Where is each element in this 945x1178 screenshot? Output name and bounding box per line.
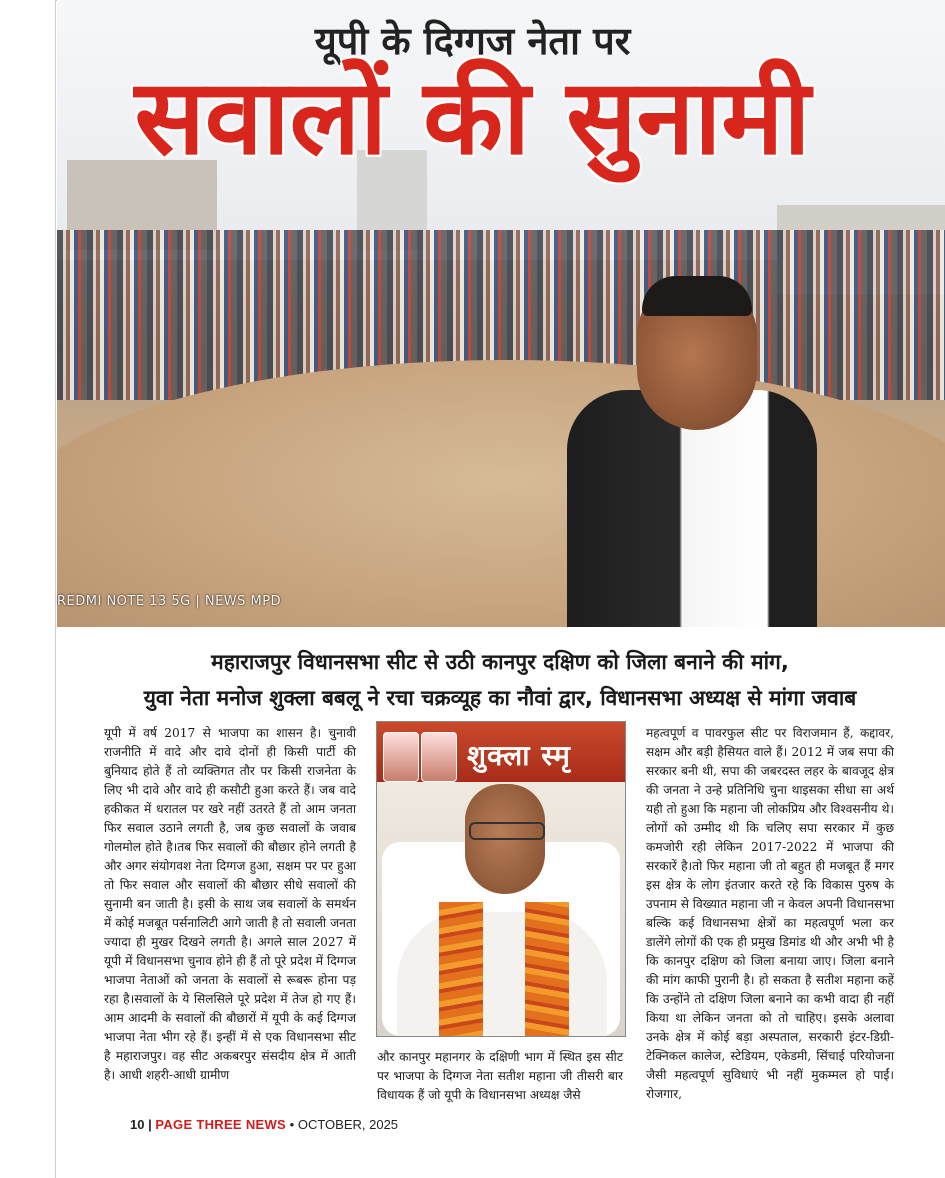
article-column-1: यूपी में वर्ष 2017 से भाजपा का शासन है। चुनावी राजनीति में वादे और दावे दोनों ही किसी पार्टी की बुनियाद होते हैं तो व्यक्तिगत तौर पर किसी राजनेता के लिए भी दावे और वादे ही कसौटी हुआ करते हैं। जब वादे हकीकत में धरातल पर खरे नहीं उतरते हैं तो आम जनता फिर सवाल उठाने लगती है, जब कुछ सवालों के जवाब गोलमोल होते है।तब फिर सवालों की बौछार होने लगती है और अगर संयोगवश नेता दिग्गज हुआ, सक्षम पर पर हुआ तो फिर सवाल और सवालों की बौछार सीधे सवालों की सुनामी बन जाती है। इसी के साथ जब सवालों के समर्थन में कोई मजबूत पर्सनालिटी आगे जाती है तो सवाली जनता ज्यादा ही मुखर दिखने लगती है। अगले साल 2027 में यूपी में विधानसभा चुनाव होने ही हैं तो पूरे प्रदेश में दिग्गज भाजपा नेताओं को जनता के सवालों से रूबरू होना पड़ रहा है।सवालों के ये सिलसिले पूरे प्रदेश में तेज हो गए हैं। आम आदमी के सवालों की बौछारों में यूपी के कई दिग्गज भाजपा नेता भीग रहे हैं। इन्हीं में से एक विधानसभा सीट है महाराजपुर। वह सीट अकबरपुर संसदीय क्षेत्र में आती है। आधी शहरी-आधी ग्रामीण [104,726,356,1082]
camera-watermark: REDMI NOTE 13 5G | NEWS MPD [57,594,282,609]
inset-person-body [397,912,607,1036]
page-border-left [55,0,56,1178]
footer-separator: | [148,1117,152,1132]
saffron-stole-left [439,902,483,1036]
page-number: 10 [130,1117,145,1132]
issue-date: OCTOBER, 2025 [297,1117,399,1132]
kicker-headline: यूपी के दिग्गज नेता पर [314,19,631,63]
subhead-line-2: युवा नेता मनोज शुक्ला बबलू ने रचा चक्रव्यूह का नौवां द्वार, विधानसभा अध्यक्ष से मांगा जवाब [143,686,857,710]
banner-portrait-1 [383,732,419,782]
inset-banner [377,722,625,782]
page-footer [130,1117,398,1132]
article-column-2-caption: और कानपुर महानगर के दक्षिणी भाग में स्थित इस सीट पर भाजपा के दिग्गज नेता सतीश महाना जी तीसरी बार विधायक हैं जो यूपी के विधानसभा अध्यक्ष जैसे [377,1050,623,1102]
saffron-stole-right [525,902,569,1036]
subhead-line-1: महाराजपुर विधानसभा सीट से उठी कानपुर दक्षिण को जिला बनाने की मांग, [211,650,789,674]
main-headline: सवालों की सुनामी [134,56,811,178]
footer-bullet: • [289,1117,295,1132]
glasses-icon [469,822,545,840]
man-hair [642,276,752,316]
banner-portrait-2 [421,732,457,782]
publication-name: PAGE THREE NEWS [155,1117,287,1132]
inset-photo [376,721,626,1037]
inset-banner-text: शुक्ला स्मृ [467,739,571,772]
article-column-3: महत्वपूर्ण व पावरफुल सीट पर विराजमान हैं, कद्दावर, सक्षम और बड़ी हैसियत वाले हैं। 2012 में जब सपा की सरकार बनी थी, सपा की जबरदस्त लहर के बावजूद क्षेत्र की जनता ने उन्हे प्रतिनिधि चुना थाइसका सीधा सा अर्थ यही तो हुआ कि महाना जी लोकप्रिय और विश्वसनीय थे। लोगों को उम्मीद थी कि चलिए सपा सरकार में कुछ कमजोरी रही लेकिन 2017-2022 में भाजपा की सरकारें है।तो फिर महाना जी तो बहुत ही मजबूत हैं मगर इस क्षेत्र के लोग इंतजार करते रहे कि विकास पुरुष के उपनाम से विख्यात महाना जी न केवल अपनी विधानसभा बल्कि कई विधानसभा क्षेत्रों का महत्वपूर्ण भला कर डालेंगे लोगों की एक ही प्रमुख डिमांड थी और अभी भी है कि कानपुर दक्षिण को जिला बनाया जाए। जिला बनाने की मांग काफी पुरानी है। हो सकता है सतीश महाना कहें कि उन्होंने तो दक्षिण जिला बनाने का कभी वादा ही नहीं किया था लेकिन जनता को तो चाहिए। इसके अलावा उनके क्षेत्र में कोई बड़ा अस्पताल, सरकारी इंटर-डिग्री-टेक्निकल कालेज, स्टेडियम, एकेडमी, सिंचाई परियोजना जैसी महत्वपूर्ण सुविधाएं भी नहीं मुकम्मल हो पाईं। रोजगार, [646,726,894,1101]
